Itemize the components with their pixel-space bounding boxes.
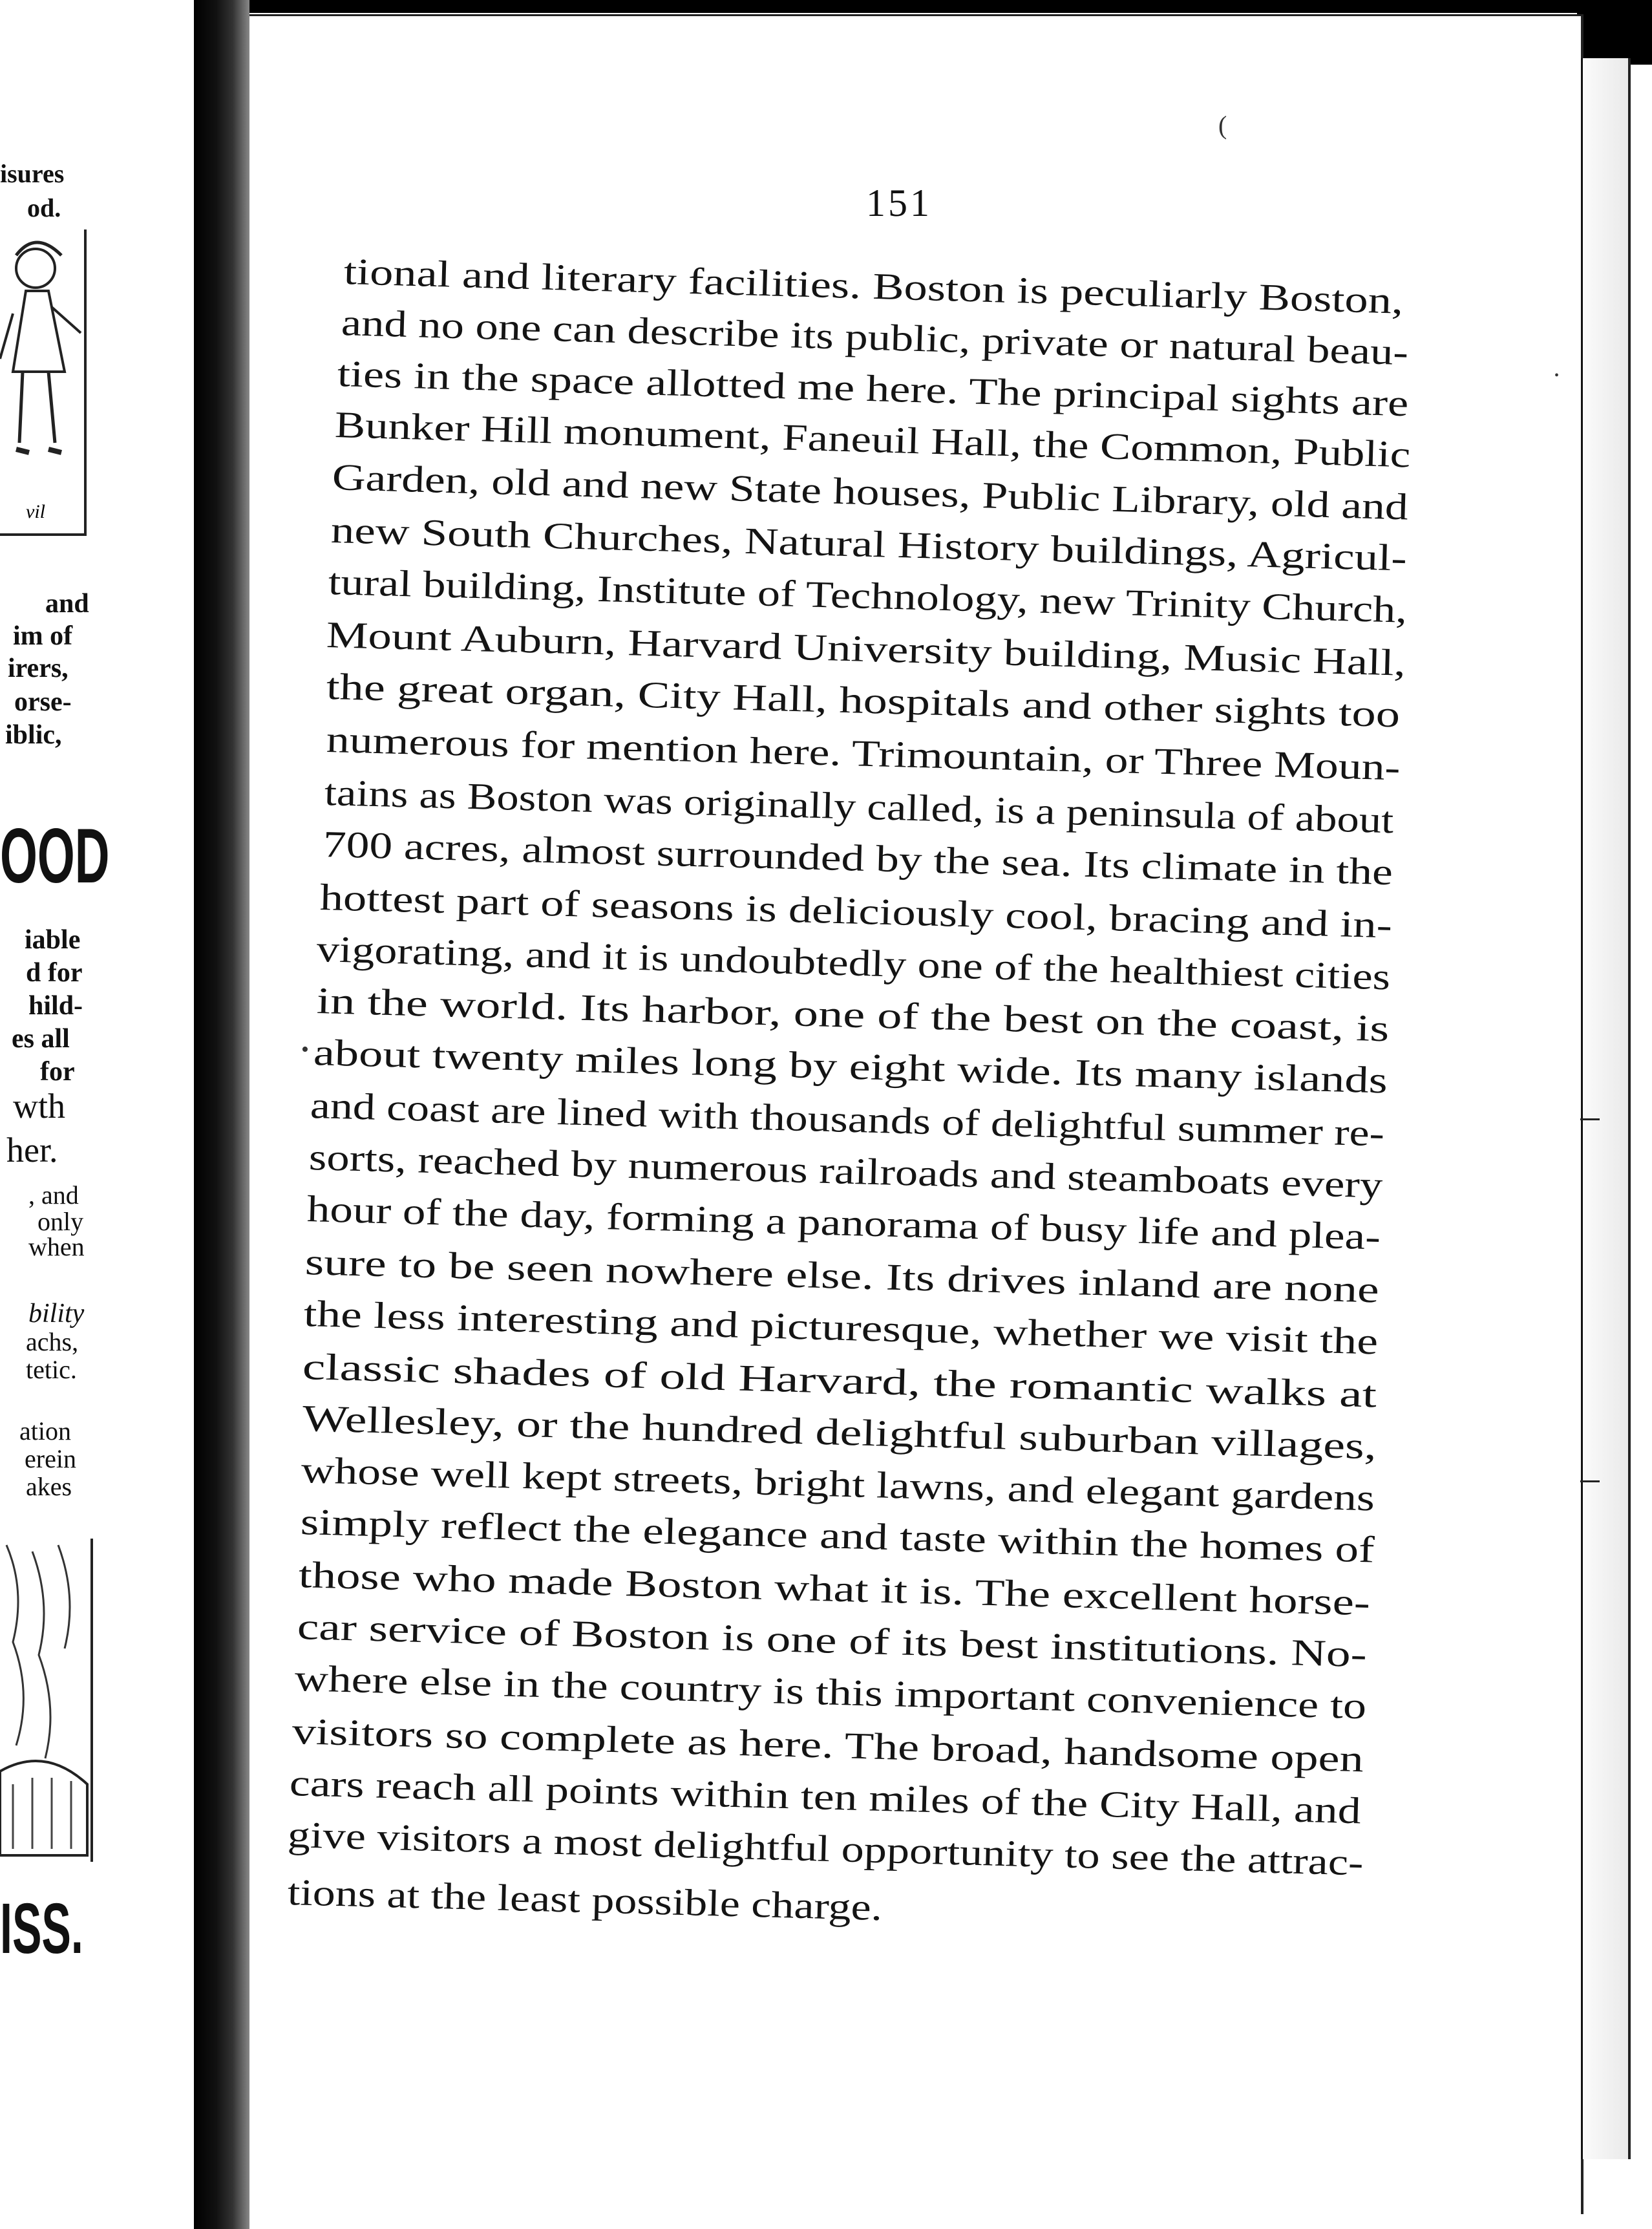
text-line: car service of Boston is one of its best institutions. No-	[297, 1605, 1368, 1676]
text-line: ties in the space allotted me here. The principal sights are	[337, 352, 1410, 425]
left-page-illustration-2	[0, 1539, 93, 1862]
left-page-line: im of	[13, 621, 73, 651]
text-line: and no one can describe its public, private or natural beau-	[341, 301, 1409, 374]
text-line: tural building, Institute of Technology, new Trinity Church,	[328, 560, 1408, 631]
left-page-line: iblic,	[5, 720, 62, 750]
left-page-line: for	[40, 1057, 75, 1087]
text-line: give visitors a most delightful opportunity to see the attrac-	[287, 1813, 1364, 1884]
left-page-line: irers,	[8, 654, 69, 683]
stray-dot: •	[1554, 368, 1560, 383]
scan-top-edge	[194, 0, 1590, 13]
drapery-illustration-icon	[0, 1539, 90, 1862]
left-page-line: tetic.	[26, 1355, 77, 1384]
left-page-line: bility	[28, 1299, 85, 1328]
left-facing-page	[0, 0, 194, 2229]
left-page-line: when	[28, 1232, 85, 1261]
text-line: Wellesley, or the hundred delightful suburban villages,	[302, 1397, 1377, 1467]
text-line: the less interesting and picturesque, whether we visit the	[303, 1292, 1379, 1363]
text-line: hottest part of seasons is deliciously cool, bracing and in-	[319, 876, 1393, 946]
text-line: and coast are lined with thousands of delightful summer re-	[310, 1084, 1385, 1155]
left-page-line: d for	[26, 958, 83, 988]
left-page-line: hild-	[28, 991, 83, 1021]
text-line: the great organ, City Hall, hospitals and other sights too	[326, 665, 1401, 736]
text-line: Bunker Hill monument, Faneuil Hall, the Common, Public	[334, 403, 1412, 476]
text-line: tains as Boston was originally called, is a peninsula of about	[324, 771, 1395, 842]
left-page-line: es all	[12, 1024, 70, 1054]
text-line: classic shades of old Harvard, the romantic walks at	[302, 1345, 1377, 1416]
left-page-line: her.	[6, 1131, 58, 1169]
left-page-line: iable	[25, 925, 81, 955]
girl-illustration-icon	[0, 229, 84, 533]
scan-corner	[1577, 0, 1652, 65]
left-page-line: and	[45, 589, 89, 619]
text-line: Garden, old and new State houses, Public Library, old and	[332, 456, 1409, 528]
text-line: where else in the country is this important convenience to	[294, 1657, 1367, 1727]
text-line: vigorating, and it is undoubtedly one of the healthiest cities	[316, 928, 1391, 998]
text-line: hour of the day, forming a panorama of busy life and plea-	[306, 1188, 1381, 1258]
text-line: in the world. Its harbor, one of the best on the coast, is	[316, 979, 1390, 1050]
left-page-line: od.	[27, 193, 61, 222]
left-page-line: orse-	[14, 687, 72, 717]
left-page-line: isures	[0, 159, 65, 188]
stray-dot: •	[301, 1038, 309, 1061]
left-page-line: ISS.	[0, 1889, 83, 1968]
text-line: visitors so complete as here. The broad, handsome open	[291, 1710, 1364, 1780]
left-page-line: only	[37, 1207, 84, 1236]
text-line: about twenty miles long by eight wide. Its many islands	[313, 1031, 1388, 1102]
illustration-caption: vil	[26, 501, 45, 522]
left-page-line: achs,	[26, 1327, 79, 1356]
stray-mark: (	[1218, 111, 1227, 140]
text-line: numerous for mention here. Trimountain, or Three Moun-	[326, 718, 1401, 789]
left-page-line: erein	[25, 1444, 76, 1473]
book-gutter	[194, 0, 249, 2229]
left-page-line: OOD	[0, 813, 110, 899]
text-line: tions at the least possible charge.	[287, 1871, 884, 1929]
left-page-line: , and	[28, 1180, 79, 1210]
text-line: 700 acres, almost surrounded by the sea. Its climate in the	[323, 823, 1393, 893]
left-page-line: ation	[19, 1416, 71, 1445]
text-line: those who made Boston what it is. The excellent horse-	[298, 1553, 1371, 1624]
left-page-illustration	[0, 229, 87, 536]
text-line: sure to be seen nowhere else. Its drives inland are none	[304, 1241, 1380, 1311]
text-line: tional and literary facilities. Boston is peculiarly Boston,	[343, 250, 1404, 322]
text-line: whose well kept streets, bright lawns, and elegant gardens	[301, 1449, 1375, 1519]
page-number: 151	[866, 182, 932, 224]
text-line: new South Churches, Natural History buildings, Agricul-	[330, 509, 1408, 579]
text-line: simply reflect the elegance and taste within the homes of	[300, 1500, 1375, 1571]
left-page-line: wth	[13, 1087, 65, 1125]
left-page-line: akes	[26, 1472, 72, 1501]
text-line: cars reach all points within ten miles of the City Hall, and	[289, 1762, 1362, 1832]
text-line: sorts, reached by numerous railroads and steamboats every	[308, 1136, 1384, 1206]
page-edge	[1581, 58, 1631, 2159]
text-line: Mount Auburn, Harvard University building, Music Hall,	[326, 613, 1406, 684]
